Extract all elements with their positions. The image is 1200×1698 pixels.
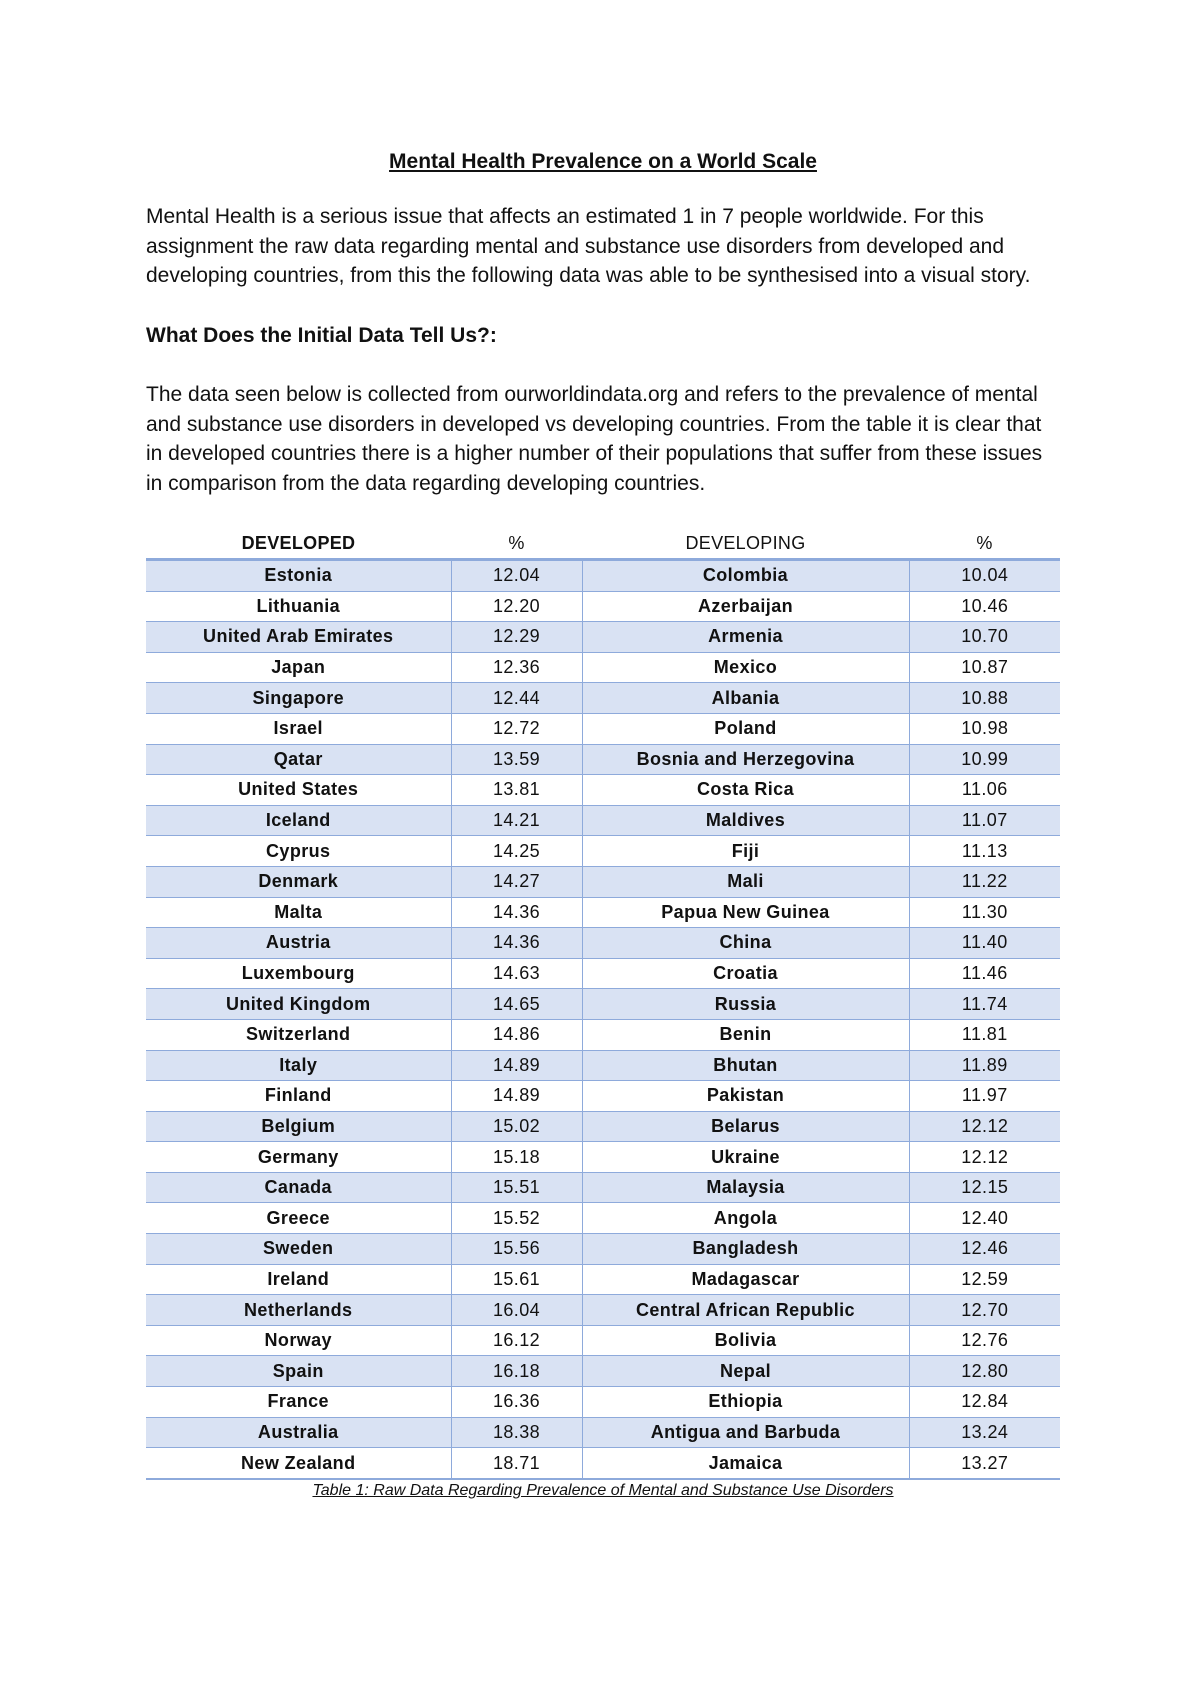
developed-country-cell: Spain: [146, 1356, 451, 1387]
table-caption: Table 1: Raw Data Regarding Prevalence of Mental and Substance Use Disorders: [312, 1481, 894, 1499]
table-row: [146, 622, 1060, 653]
developed-country-cell: Greece: [146, 1203, 451, 1234]
table-row: [146, 1081, 1060, 1112]
developed-country-cell: Estonia: [146, 560, 451, 592]
table-row: [146, 1417, 1060, 1448]
developed-country-cell: Israel: [146, 713, 451, 744]
developing-percent-cell: 12.59: [909, 1264, 1060, 1295]
table-row: [146, 744, 1060, 775]
developing-percent-cell: 11.89: [909, 1050, 1060, 1081]
table-row: [146, 1019, 1060, 1050]
developed-percent-cell: 12.20: [451, 591, 582, 622]
developed-country-cell: Finland: [146, 1081, 451, 1112]
developed-country-cell: New Zealand: [146, 1448, 451, 1479]
developing-percent-cell: 11.74: [909, 989, 1060, 1020]
developed-percent-cell: 13.81: [451, 775, 582, 806]
table-row: [146, 1050, 1060, 1081]
developing-percent-cell: 10.46: [909, 591, 1060, 622]
developing-country-cell: Pakistan: [582, 1081, 909, 1112]
developing-country-cell: Bhutan: [582, 1050, 909, 1081]
table-row: [146, 866, 1060, 897]
developing-percent-cell: 12.12: [909, 1111, 1060, 1142]
developed-country-cell: Sweden: [146, 1234, 451, 1265]
developing-country-cell: China: [582, 928, 909, 959]
developing-percent-cell: 11.46: [909, 958, 1060, 989]
developed-percent-cell: 14.27: [451, 866, 582, 897]
developed-country-cell: Germany: [146, 1142, 451, 1173]
developing-country-cell: Nepal: [582, 1356, 909, 1387]
header-developed-percent: %: [451, 528, 582, 560]
developed-country-cell: Cyprus: [146, 836, 451, 867]
developing-country-cell: Central African Republic: [582, 1295, 909, 1326]
table-row: [146, 1203, 1060, 1234]
table-row: [146, 1264, 1060, 1295]
developing-country-cell: Malaysia: [582, 1172, 909, 1203]
developing-country-cell: Bosnia and Herzegovina: [582, 744, 909, 775]
developing-percent-cell: 11.22: [909, 866, 1060, 897]
developing-country-cell: Croatia: [582, 958, 909, 989]
developed-percent-cell: 12.44: [451, 683, 582, 714]
developing-percent-cell: 12.40: [909, 1203, 1060, 1234]
developed-country-cell: United States: [146, 775, 451, 806]
developed-percent-cell: 14.36: [451, 928, 582, 959]
developed-percent-cell: 15.61: [451, 1264, 582, 1295]
developed-country-cell: Netherlands: [146, 1295, 451, 1326]
developed-percent-cell: 14.86: [451, 1019, 582, 1050]
developing-percent-cell: 12.70: [909, 1295, 1060, 1326]
developing-country-cell: Ukraine: [582, 1142, 909, 1173]
developed-percent-cell: 16.12: [451, 1325, 582, 1356]
table-row: [146, 1234, 1060, 1265]
header-developed: DEVELOPED: [146, 528, 451, 560]
developed-percent-cell: 18.38: [451, 1417, 582, 1448]
table-header-row: [146, 528, 1060, 560]
table-row: [146, 1172, 1060, 1203]
developed-percent-cell: 14.63: [451, 958, 582, 989]
developed-country-cell: Austria: [146, 928, 451, 959]
developing-percent-cell: 11.40: [909, 928, 1060, 959]
developing-country-cell: Mexico: [582, 652, 909, 683]
developing-percent-cell: 11.30: [909, 897, 1060, 928]
table-row: [146, 1142, 1060, 1173]
developing-country-cell: Belarus: [582, 1111, 909, 1142]
developing-country-cell: Madagascar: [582, 1264, 909, 1295]
developing-percent-cell: 12.12: [909, 1142, 1060, 1173]
developing-percent-cell: 10.98: [909, 713, 1060, 744]
developed-percent-cell: 14.36: [451, 897, 582, 928]
developed-percent-cell: 15.18: [451, 1142, 582, 1173]
table-row: [146, 958, 1060, 989]
developed-country-cell: France: [146, 1387, 451, 1418]
header-developing: DEVELOPING: [582, 528, 909, 560]
table-row: [146, 713, 1060, 744]
developed-country-cell: United Arab Emirates: [146, 622, 451, 653]
developing-country-cell: Mali: [582, 866, 909, 897]
developing-percent-cell: 10.70: [909, 622, 1060, 653]
developed-percent-cell: 12.36: [451, 652, 582, 683]
developed-country-cell: Ireland: [146, 1264, 451, 1295]
developing-percent-cell: 11.81: [909, 1019, 1060, 1050]
developing-country-cell: Ethiopia: [582, 1387, 909, 1418]
developing-country-cell: Fiji: [582, 836, 909, 867]
document-title: Mental Health Prevalence on a World Scale: [389, 150, 817, 173]
table-row: [146, 928, 1060, 959]
table-row: [146, 1387, 1060, 1418]
developed-percent-cell: 15.52: [451, 1203, 582, 1234]
developed-percent-cell: 12.04: [451, 560, 582, 592]
table-row: [146, 1356, 1060, 1387]
header-developing-percent: %: [909, 528, 1060, 560]
developed-percent-cell: 14.65: [451, 989, 582, 1020]
developing-country-cell: Poland: [582, 713, 909, 744]
developing-country-cell: Antigua and Barbuda: [582, 1417, 909, 1448]
developing-country-cell: Jamaica: [582, 1448, 909, 1479]
developed-country-cell: Lithuania: [146, 591, 451, 622]
table-body: [146, 560, 1060, 1479]
developing-country-cell: Russia: [582, 989, 909, 1020]
developing-percent-cell: 12.80: [909, 1356, 1060, 1387]
developing-country-cell: Angola: [582, 1203, 909, 1234]
section-heading: What Does the Initial Data Tell Us?:: [146, 323, 497, 347]
table-row: [146, 836, 1060, 867]
developing-percent-cell: 13.27: [909, 1448, 1060, 1479]
document-page: [146, 148, 1060, 1500]
developing-percent-cell: 11.97: [909, 1081, 1060, 1112]
table-row: [146, 1111, 1060, 1142]
developing-percent-cell: 10.88: [909, 683, 1060, 714]
developed-percent-cell: 16.04: [451, 1295, 582, 1326]
table-row: [146, 591, 1060, 622]
developed-percent-cell: 15.51: [451, 1172, 582, 1203]
developing-country-cell: Colombia: [582, 560, 909, 592]
developed-percent-cell: 16.36: [451, 1387, 582, 1418]
developed-country-cell: United Kingdom: [146, 989, 451, 1020]
developed-percent-cell: 15.56: [451, 1234, 582, 1265]
developed-percent-cell: 14.89: [451, 1081, 582, 1112]
developed-country-cell: Malta: [146, 897, 451, 928]
developed-percent-cell: 12.29: [451, 622, 582, 653]
developing-percent-cell: 12.15: [909, 1172, 1060, 1203]
table-row: [146, 805, 1060, 836]
prevalence-table: [146, 528, 1060, 1480]
developed-country-cell: Switzerland: [146, 1019, 451, 1050]
developing-country-cell: Albania: [582, 683, 909, 714]
developing-percent-cell: 13.24: [909, 1417, 1060, 1448]
developing-percent-cell: 10.87: [909, 652, 1060, 683]
developing-country-cell: Armenia: [582, 622, 909, 653]
developed-country-cell: Belgium: [146, 1111, 451, 1142]
developed-country-cell: Italy: [146, 1050, 451, 1081]
developing-country-cell: Costa Rica: [582, 775, 909, 806]
developed-country-cell: Denmark: [146, 866, 451, 897]
developed-percent-cell: 14.89: [451, 1050, 582, 1081]
developed-percent-cell: 12.72: [451, 713, 582, 744]
developing-percent-cell: 11.13: [909, 836, 1060, 867]
table-row: [146, 1448, 1060, 1479]
developed-country-cell: Iceland: [146, 805, 451, 836]
developed-country-cell: Canada: [146, 1172, 451, 1203]
section-paragraph: The data seen below is collected from ourworldindata.org and refers to the prevalence of mental and substance use disorders in developed vs developing countries. From the table it is clear that in developed countries there is a higher number of their populations that suffer from these issues in comparison from the data regarding developing countries.: [146, 383, 1043, 495]
table-row: [146, 683, 1060, 714]
developed-country-cell: Qatar: [146, 744, 451, 775]
developing-country-cell: Maldives: [582, 805, 909, 836]
developing-percent-cell: 12.46: [909, 1234, 1060, 1265]
developing-country-cell: Bolivia: [582, 1325, 909, 1356]
table-row: [146, 560, 1060, 592]
developed-country-cell: Australia: [146, 1417, 451, 1448]
developing-percent-cell: 12.84: [909, 1387, 1060, 1418]
table-row: [146, 1295, 1060, 1326]
developing-percent-cell: 10.99: [909, 744, 1060, 775]
developed-percent-cell: 14.25: [451, 836, 582, 867]
table-row: [146, 989, 1060, 1020]
developed-percent-cell: 18.71: [451, 1448, 582, 1479]
developed-country-cell: Luxembourg: [146, 958, 451, 989]
developing-percent-cell: 10.04: [909, 560, 1060, 592]
developed-percent-cell: 14.21: [451, 805, 582, 836]
developed-percent-cell: 13.59: [451, 744, 582, 775]
table-row: [146, 775, 1060, 806]
intro-paragraph: Mental Health is a serious issue that affects an estimated 1 in 7 people worldwide. For this assignment the raw data regarding mental and substance use disorders from developed and developing countries, from this the following data was able to be synthesised into a visual story.: [146, 205, 1031, 287]
table-row: [146, 1325, 1060, 1356]
developing-country-cell: Benin: [582, 1019, 909, 1050]
developed-country-cell: Singapore: [146, 683, 451, 714]
developed-percent-cell: 15.02: [451, 1111, 582, 1142]
developed-percent-cell: 16.18: [451, 1356, 582, 1387]
developing-country-cell: Azerbaijan: [582, 591, 909, 622]
developed-country-cell: Norway: [146, 1325, 451, 1356]
developing-country-cell: Papua New Guinea: [582, 897, 909, 928]
developed-country-cell: Japan: [146, 652, 451, 683]
developing-percent-cell: 11.07: [909, 805, 1060, 836]
table-row: [146, 897, 1060, 928]
developing-percent-cell: 12.76: [909, 1325, 1060, 1356]
table-row: [146, 652, 1060, 683]
developing-percent-cell: 11.06: [909, 775, 1060, 806]
developing-country-cell: Bangladesh: [582, 1234, 909, 1265]
